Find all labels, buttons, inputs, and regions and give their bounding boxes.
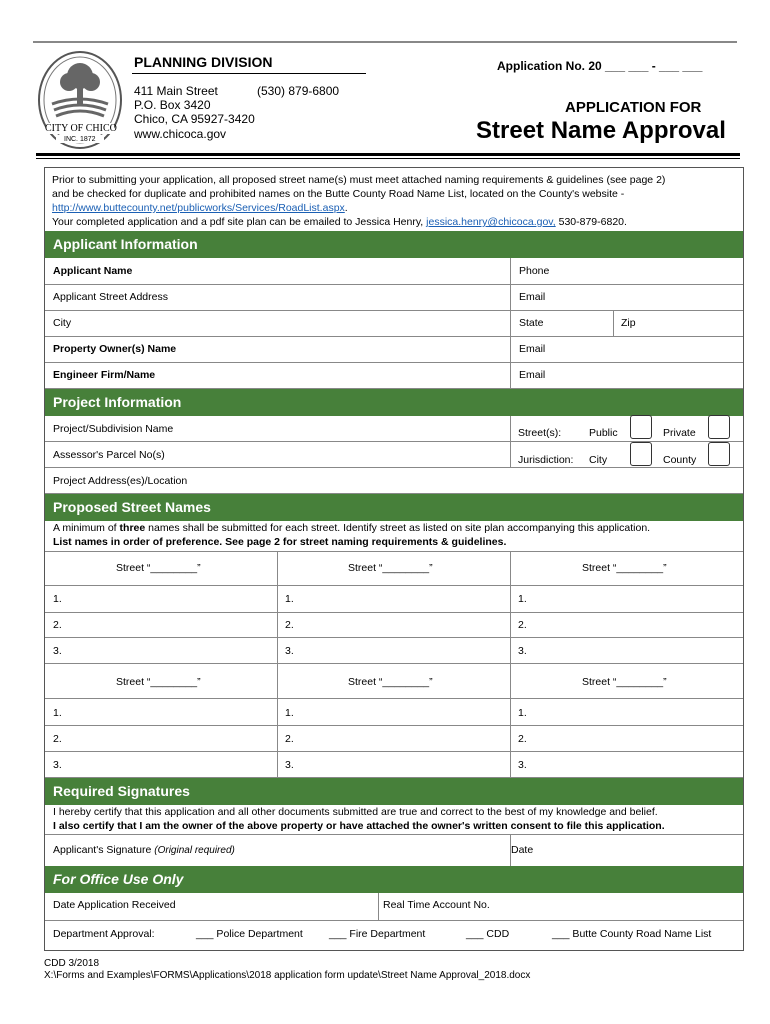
city-checkbox[interactable] (630, 442, 652, 466)
row-divider (45, 920, 743, 921)
street-header-3[interactable]: Street “________” (582, 562, 667, 574)
col-divider (510, 416, 511, 467)
col-divider (277, 551, 278, 777)
col-divider (510, 551, 511, 777)
name-slot[interactable]: 3. (285, 759, 294, 771)
name-slot[interactable]: 1. (518, 593, 527, 605)
row-divider (45, 284, 743, 285)
name-slot[interactable]: 3. (518, 759, 527, 771)
name-slot[interactable]: 3. (53, 759, 62, 771)
header-rule (36, 153, 740, 156)
proposed-note-line-2: List names in order of preference. See page 2 for street naming requirements & guidelines. (53, 536, 507, 548)
row-divider (45, 725, 743, 726)
account-number-field[interactable]: Real Time Account No. (383, 899, 490, 911)
signatures-heading: Required Signatures (45, 778, 743, 805)
division-title: PLANNING DIVISION (134, 54, 273, 70)
county-checkbox[interactable] (708, 442, 730, 466)
row-divider (45, 698, 743, 699)
signature-field[interactable]: Applicant's Signature (Original required) (53, 844, 235, 856)
name-slot[interactable]: 1. (53, 707, 62, 719)
private-label: Private (663, 427, 696, 439)
name-slot[interactable]: 3. (285, 645, 294, 657)
street-header-5[interactable]: Street “________” (348, 676, 433, 688)
certification-text: I hereby certify that this application and all other documents submitted are true and correct to the best of my knowledge and belief. (53, 806, 658, 818)
project-address-field[interactable]: Project Address(es)/Location (53, 475, 188, 487)
row-divider (45, 310, 743, 311)
row-divider (45, 612, 743, 613)
footer-code: CDD 3/2018 (44, 958, 100, 969)
applicant-info-heading: Applicant Information (45, 231, 743, 258)
date-field[interactable]: Date (511, 844, 534, 856)
proposed-note: A minimum of three names shall be submitted for each street. Identify street as listed on site plan accompanying this application. (53, 522, 651, 534)
police-approval[interactable]: ___ Police Department (196, 928, 303, 940)
cdd-approval[interactable]: ___ CDD (466, 928, 510, 940)
owner-name-field[interactable]: Property Owner(s) Name (53, 343, 177, 355)
col-divider (378, 893, 379, 920)
address-po-box: P.O. Box 3420 (134, 98, 211, 112)
row-divider (45, 834, 743, 835)
parcel-field[interactable]: Assessor's Parcel No(s) (53, 449, 165, 461)
project-info-heading: Project Information (45, 389, 743, 416)
name-slot[interactable]: 3. (53, 645, 62, 657)
intro-text: Prior to submitting your application, all proposed street name(s) must meet attached naming requirements & guidelines (see page 2) and be checked for duplicate and prohibited names on the Butte County Road Name List, located on the County's website - http://www.buttecounty.net/publicworks/Services/RoadList.aspx. Your completed application and a pdf site plan can be emailed to Jessica Henry, jessica.henry@chicoca.gov, 530-879-6820. (52, 173, 732, 229)
certification-text-bold: I also certify that I am the owner of the above property or have attached the owner's written consent to file this application. (53, 820, 665, 832)
address-phone: (530) 879-6800 (257, 84, 340, 98)
streets-label: Street(s): (518, 427, 562, 439)
engineer-email-field[interactable]: Email (519, 369, 546, 381)
row-divider (45, 637, 743, 638)
footer-path: X:\Forms and Examples\FORMS\Applications\2018 application form update\Street Name Approval_2018.docx (44, 970, 531, 981)
row-divider (45, 467, 743, 468)
name-slot[interactable]: 2. (285, 619, 294, 631)
name-slot[interactable]: 1. (285, 593, 294, 605)
date-received-field[interactable]: Date Application Received (53, 899, 176, 911)
intro-line-1: Prior to submitting your application, all proposed street name(s) must meet attached naming requirements & guidelines (see page 2) (52, 174, 666, 186)
engineer-field[interactable]: Engineer Firm/Name (53, 369, 156, 381)
top-rule (33, 41, 737, 43)
seal-city-text: CITY OF CHICO (45, 123, 117, 134)
name-slot[interactable]: 1. (285, 707, 294, 719)
name-slot[interactable]: 2. (518, 619, 527, 631)
application-title: Street Name Approval (476, 117, 726, 144)
application-for-label: APPLICATION FOR (565, 99, 702, 116)
public-checkbox[interactable] (630, 415, 652, 439)
row-divider (45, 551, 743, 552)
city-jurisdiction-label: City (589, 454, 608, 466)
row-divider (45, 585, 743, 586)
name-slot[interactable]: 2. (53, 619, 62, 631)
row-divider (45, 336, 743, 337)
street-header-1[interactable]: Street “________” (116, 562, 201, 574)
zip-field[interactable]: Zip (621, 317, 636, 329)
row-divider (45, 663, 743, 664)
name-slot[interactable]: 1. (53, 593, 62, 605)
street-header-4[interactable]: Street “________” (116, 676, 201, 688)
county-label: County (663, 454, 697, 466)
subdivision-field[interactable]: Project/Subdivision Name (53, 423, 174, 435)
applicant-name-field[interactable]: Applicant Name (53, 265, 133, 277)
intro-phone: 530-879-6820. (555, 216, 627, 228)
col-divider (613, 310, 614, 336)
address-website[interactable]: www.chicoca.gov (134, 127, 227, 141)
header-rule-thin (36, 158, 740, 159)
intro-line-2: and be checked for duplicate and prohibited names on the Butte County Road Name List, located on the County's website - (52, 188, 625, 200)
email-link[interactable]: jessica.henry@chicoca.gov, (426, 216, 556, 228)
phone-field[interactable]: Phone (519, 265, 550, 277)
fire-approval[interactable]: ___ Fire Department (329, 928, 426, 940)
butte-county-approval[interactable]: ___ Butte County Road Name List (552, 928, 712, 940)
private-checkbox[interactable] (708, 415, 730, 439)
proposed-names-heading: Proposed Street Names (45, 494, 743, 521)
col-divider (510, 258, 511, 388)
city-seal-logo (36, 50, 124, 150)
street-header-2[interactable]: Street “________” (348, 562, 433, 574)
applicant-address-field[interactable]: Applicant Street Address (53, 291, 168, 303)
state-field[interactable]: State (519, 317, 544, 329)
name-slot[interactable]: 2. (53, 733, 62, 745)
name-slot[interactable]: 2. (518, 733, 527, 745)
public-label: Public (589, 427, 618, 439)
intro-line-3: Your completed application and a pdf site plan can be emailed to Jessica Henry, (52, 216, 427, 228)
seal-inc-text: INC. 1872 (64, 136, 96, 143)
street-header-6[interactable]: Street “________” (582, 676, 667, 688)
name-slot[interactable]: 2. (285, 733, 294, 745)
application-number[interactable]: Application No. 20 ___ ___ - ___ ___ (497, 59, 703, 73)
name-slot[interactable]: 1. (518, 707, 527, 719)
office-use-heading: For Office Use Only (45, 866, 743, 893)
address-street: 411 Main Street (134, 84, 218, 98)
address-city: Chico, CA 95927-3420 (134, 112, 255, 126)
name-slot[interactable]: 3. (518, 645, 527, 657)
email-field[interactable]: Email (519, 291, 546, 303)
city-field[interactable]: City (53, 317, 72, 329)
row-divider (45, 362, 743, 363)
jurisdiction-label: Jurisdiction: (518, 454, 574, 466)
owner-email-field[interactable]: Email (519, 343, 546, 355)
road-list-link[interactable]: http://www.buttecounty.net/publicworks/Services/RoadList.aspx (52, 202, 345, 214)
row-divider (45, 751, 743, 752)
division-underline (132, 73, 366, 74)
department-approval-label: Department Approval: (53, 928, 155, 940)
